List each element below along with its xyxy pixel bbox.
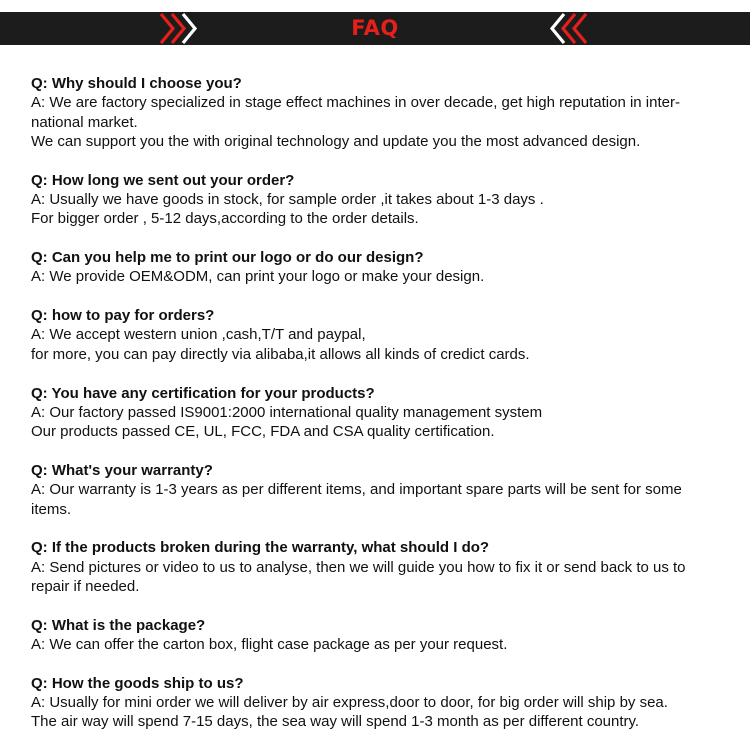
faq-item — [31, 306, 736, 364]
faq-answer-line: For bigger order , 5-12 days,according to the order details. — [31, 210, 419, 228]
faq-item — [31, 248, 736, 287]
faq-answer-line: A: We are factory specialized in stage effect machines in over decade, get high reputation in inter- — [31, 94, 680, 112]
faq-answer-line: repair if needed. — [31, 577, 140, 595]
faq-answer-line: items. — [31, 500, 72, 518]
faq-question: Q: What is the package? — [31, 616, 206, 634]
faq-list — [31, 74, 736, 751]
faq-item — [31, 171, 736, 229]
faq-answer-line: We can support you the with original technology and update you the most advanced design. — [31, 132, 641, 150]
faq-question: Q: If the products broken during the warranty, what should I do? — [31, 539, 490, 557]
faq-item — [31, 674, 736, 732]
faq-answer-line: A: We provide OEM&ODM, can print your logo or make your design. — [31, 268, 485, 286]
faq-answer-line: Our products passed CE, UL, FCC, FDA and CSA quality certification. — [31, 423, 495, 441]
faq-answer-line: A: Usually we have goods in stock, for sample order ,it takes about 1-3 days . — [31, 190, 544, 208]
faq-question: Q: Why should I choose you? — [31, 75, 242, 92]
faq-answer-line: The air way will spend 7-15 days, the sea way will spend 1-3 month as per different country. — [31, 713, 640, 731]
faq-item — [31, 384, 736, 442]
faq-header-bar — [0, 12, 750, 45]
chevron-left-icon — [548, 12, 590, 45]
faq-answer-line: A: We accept western union ,cash,T/T and paypal, — [31, 326, 366, 344]
faq-answer-line: A: Send pictures or video to us to analyse, then we will guide you how to fix it or send back to us to — [31, 558, 686, 576]
faq-question: Q: how to pay for orders? — [31, 307, 215, 325]
faq-answer-line: national market. — [31, 113, 138, 131]
faq-question: Q: You have any certification for your products? — [31, 384, 375, 402]
faq-item — [31, 538, 736, 596]
faq-answer-line: for more, you can pay directly via alibaba,it allows all kinds of credict cards. — [31, 345, 530, 363]
page-title: FAQ — [351, 16, 399, 40]
faq-question: Q: How long we sent out your order? — [31, 171, 295, 189]
faq-answer-line: A: Our warranty is 1-3 years as per different items, and important spare parts will be sent for some — [31, 481, 682, 499]
faq-question: Q: What's your warranty? — [31, 461, 213, 479]
faq-answer-line: A: Our factory passed IS9001:2000 international quality management system — [31, 403, 543, 421]
faq-answer-line: A: We can offer the carton box, flight case package as per your request. — [31, 636, 508, 654]
faq-item — [31, 74, 736, 151]
faq-question: Q: Can you help me to print our logo or do our design? — [31, 249, 424, 267]
faq-item — [31, 616, 736, 655]
faq-answer-line: A: Usually for mini order we will deliver by air express,door to door, for big order will ship by sea. — [31, 694, 668, 712]
faq-question: Q: How the goods ship to us? — [31, 674, 244, 692]
faq-item — [31, 461, 736, 519]
